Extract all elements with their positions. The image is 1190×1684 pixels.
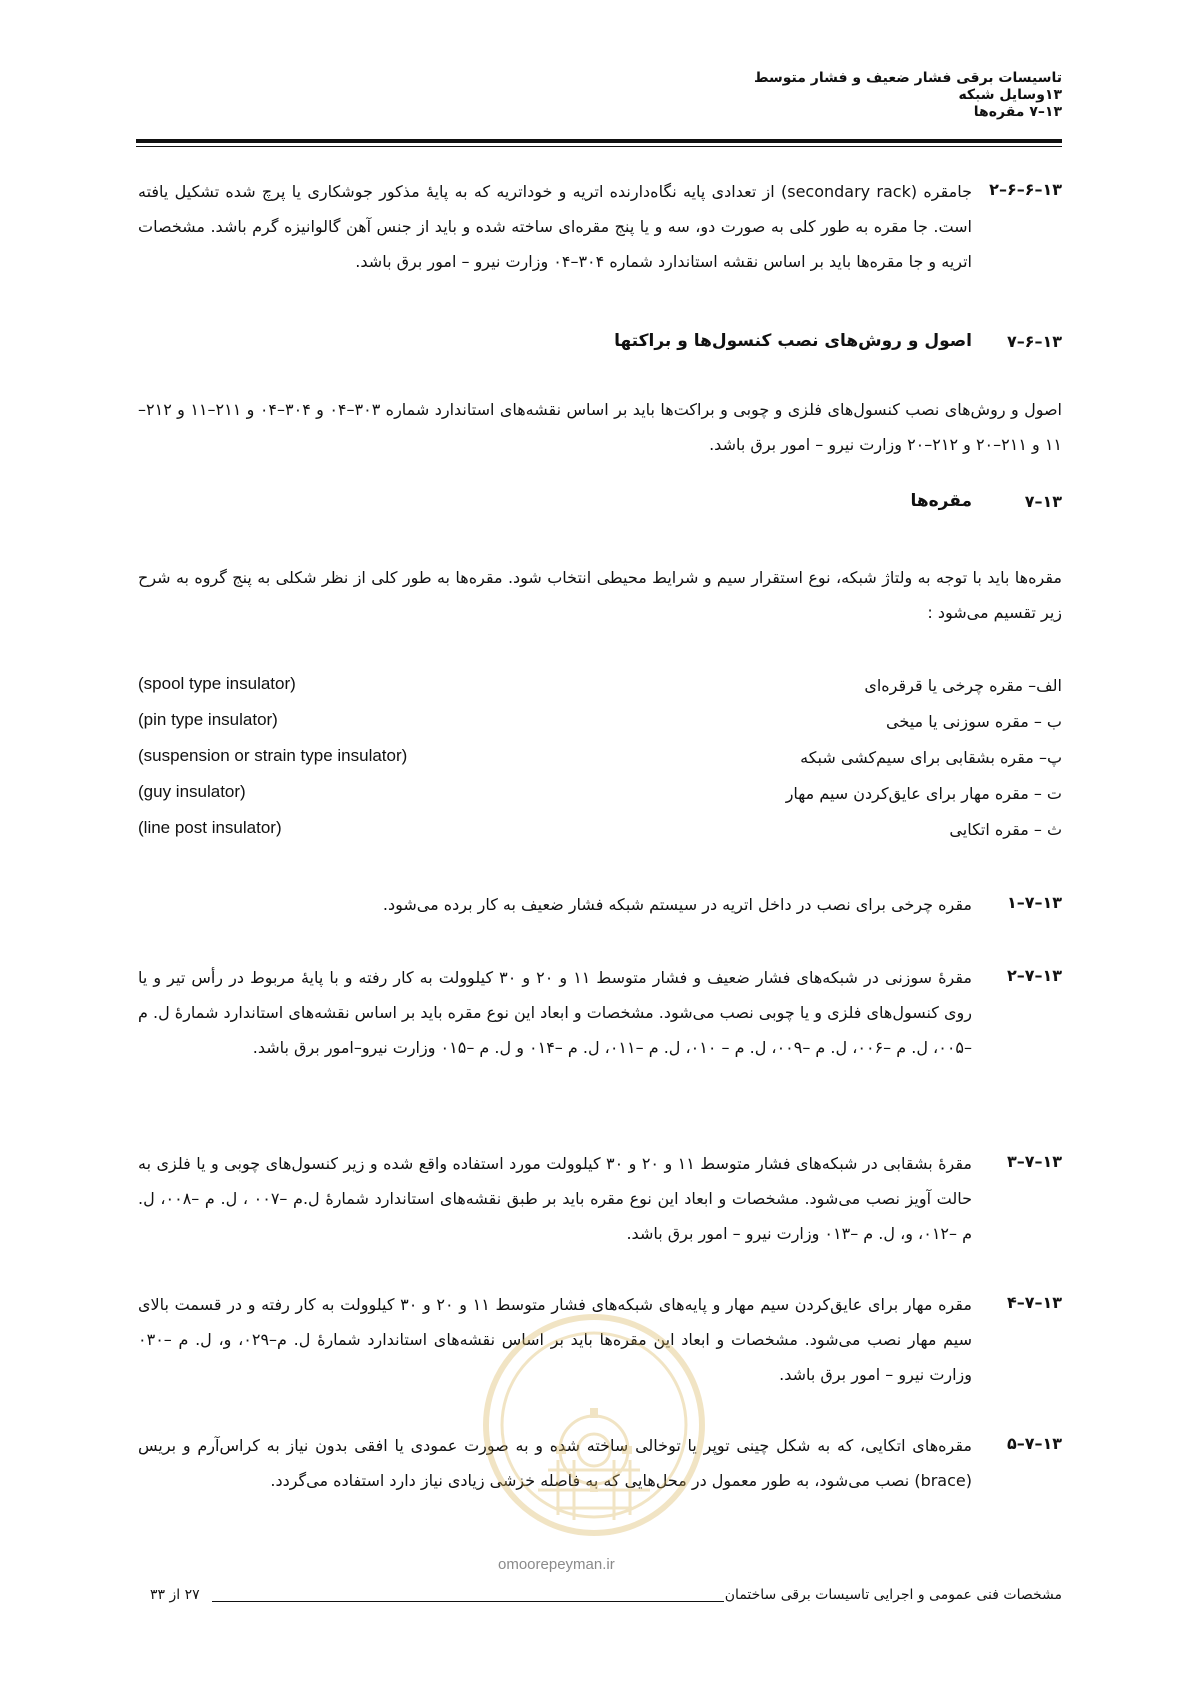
section-number: ۱۳–۶–۷ (1006, 332, 1062, 351)
section-heading: اصول و روش‌های نصب کنسول‌ها و براکتها (614, 331, 972, 351)
item-paragraph: مقره چرخی برای نصب در داخل اتریه در سیستم شبکه فشار ضعیف به کار برده می‌شود. (382, 895, 972, 914)
item-paragraph: مقرۀ بشقابی در شبکه‌های فشار متوسط ۱۱ و ۲۰ و ۳۰ کیلوولت مورد استفاده واقع شده و زیر کنسول‌های چوبی و یا فلزی به حالت آویز نصب می‌شود. مشخصات و ابعاد این نوع مقره باید بر طبق نقشه‌های استاندارد شمارۀ ل.م –۰۰۷ ، ل. م –۰۰۸، ل. م –۰۱۲، و، ل. م –۰۱۳ وزارت نیرو – امور برق باشد. (138, 1154, 973, 1243)
header-line-3: ۱۳–۷ مقره‌ها (973, 104, 1062, 120)
item-paragraph: مقره مهار برای عایق‌کردن سیم مهار و پایه‌های شبکه‌های فشار متوسط ۱۱ و ۲۰ و ۳۰ کیلوولت به کار رفته و در قسمت بالای سیم مهار نصب می‌شود. مشخصات و ابعاد این مقره‌ها باید بر اساس نقشه‌های استاندارد شمارۀ ل. م–۰۲۹، و، ل. م –۰۳۰ وزارت نیرو – امور برق باشد. (138, 1295, 973, 1384)
list-item: ب – مقره سوزنی یا میخی (886, 712, 1062, 731)
section-paragraph: جامقره (secondary rack) از تعدادی پایه نگاه‌دارنده اتریه و خوداتریه که به پایۀ مذکور جوشکاری یا پرچ شده تشکیل یافته است. جا مقره به طور کلی به صورت دو، سه و یا پنج مقره‌ای ساخته شده و باید از جنس آهن گالوانیزه گرم باشد. مشخصات اتریه و جا مقره‌ها باید بر اساس نقشه استاندارد شماره ۳۰۴–۰۴ وزارت نیرو – امور برق باشد. (138, 182, 973, 271)
item-number: ۱۳–۷–۱ (1006, 893, 1062, 912)
item-number: ۱۳–۷–۴ (1006, 1293, 1062, 1312)
item-paragraph: مقره‌های اتکایی، که به شکل چینی توپر یا توخالی ساخته شده و به صورت عمودی یا افقی بدون نیاز به کراس‌آرم و بریس (brace) نصب می‌شود، به طور معمول در محل‌هایی که به فاصله خزشی زیادی نیاز دارد استفاده می‌گردد. (138, 1436, 972, 1490)
section-heading: مقره‌ها (910, 491, 972, 511)
header-line-1: تاسیسات برقی فشار ضعیف و فشار متوسط (753, 70, 1062, 86)
watermark-logo (478, 1300, 710, 1550)
footer-title: مشخصات فنی عمومی و اجرایی تاسیسات برقی ساختمان (724, 1587, 1062, 1603)
header-rule-thin (136, 146, 1062, 147)
footer-rule (212, 1601, 724, 1602)
page-header (754, 70, 1062, 121)
section-paragraph: مقره‌ها باید با توجه به ولتاژ شبکه، نوع استقرار سیم و شرایط محیطی انتخاب شود. مقره‌ها به طور کلی از نظر شکلی به پنج گروه به شرح زیر تقسیم می‌شود : (138, 568, 1062, 622)
list-item: ث – مقره اتکایی (949, 820, 1062, 839)
list-item: (suspension or strain type insulator) (138, 746, 408, 765)
item-number: ۱۳–۷–۳ (1006, 1152, 1062, 1171)
insulator-list-english (138, 666, 407, 846)
watermark-site: omoorepeyman.ir (498, 1556, 615, 1573)
list-item: (pin type insulator) (138, 710, 278, 729)
insulator-list-persian (786, 668, 1062, 848)
page-number: ۲۷ از ۳۳ (150, 1587, 200, 1603)
section-number: ۱۳–۷ (1024, 492, 1062, 511)
header-line-2: ۱۳وسایل شبکه (958, 87, 1062, 103)
list-item: ت – مقره مهار برای عایق‌کردن سیم مهار (785, 784, 1062, 803)
list-item: (spool type insulator) (138, 674, 296, 693)
header-rule-thick (136, 139, 1062, 143)
list-item: پ– مقره بشقابی برای سیم‌کشی شبکه (800, 748, 1062, 767)
list-item: الف– مقره چرخی یا قرقره‌ای (864, 676, 1062, 695)
item-number: ۱۳–۷–۲ (1006, 966, 1062, 985)
list-item: (line post insulator) (138, 818, 282, 837)
item-number: ۱۳–۷–۵ (1006, 1434, 1062, 1453)
section-paragraph: اصول و روش‌های نصب کنسول‌های فلزی و چوبی و براکت‌ها باید بر اساس نقشه‌های استاندارد شماره ۳۰۳–۰۴ و ۳۰۴–۰۴ و ۲۱۱–۱۱ و ۲۱۲–۱۱ و ۲۱۱–۲۰ و ۲۱۲–۲۰ وزارت نیرو – امور برق باشد. (138, 400, 1062, 454)
item-paragraph: مقرۀ سوزنی در شبکه‌های فشار ضعیف و فشار متوسط ۱۱ و ۲۰ و ۳۰ کیلوولت به کار رفته و با پایۀ مربوط در رأس تیر و یا روی کنسول‌های فلزی و یا چوبی نصب می‌شود. مشخصات و ابعاد این نوع مقره باید بر اساس نقشه‌های استاندارد شمارۀ ل. م –۰۰۵، ل. م –۰۰۶، ل. م –۰۰۹، ل. م – ۰۱۰، ل. م –۰۱۱، ل. م –۰۱۴ و ل. م –۰۱۵ وزارت نیرو–امور برق باشد. (138, 968, 972, 1057)
list-item: (guy insulator) (138, 782, 246, 801)
section-number: ۱۳–۶–۶–۲ (989, 180, 1062, 199)
